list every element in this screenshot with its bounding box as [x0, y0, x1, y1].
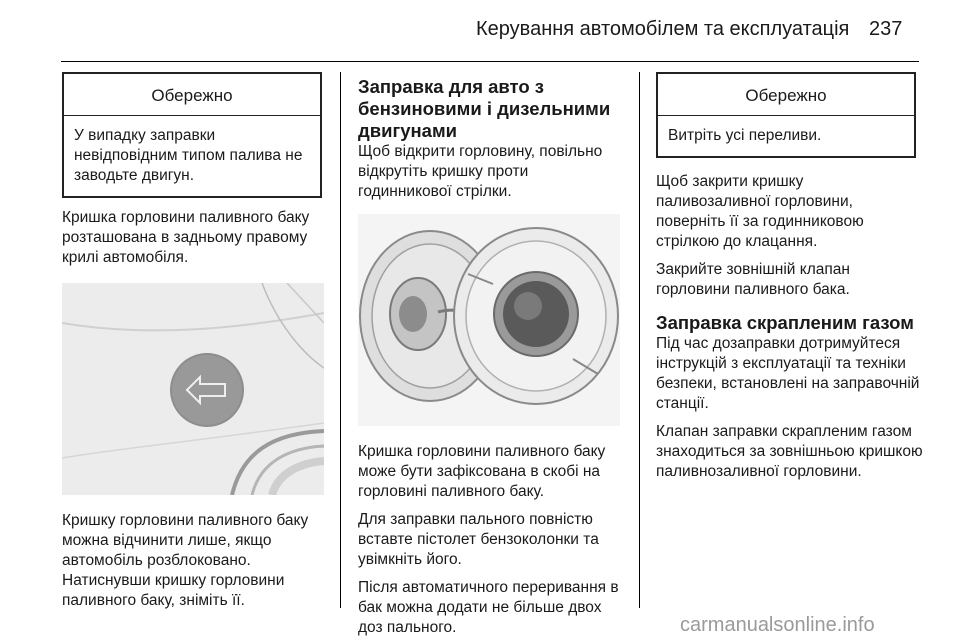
caution-text: У випадку заправки невідповідним типом палива не заводьте двигун.: [74, 127, 303, 184]
paragraph-close-cap: Щоб закрити кришку паливозаливної горловини, поверніть її за годинниковою стрілкою до клацання.: [656, 173, 864, 250]
caution-title: Обережно: [64, 74, 320, 116]
paragraph-fuel-flap-location: Кришка горловини паливного баку розташована в задньому правому крилі автомобіля.: [62, 209, 310, 266]
caution-box-2: [656, 72, 916, 158]
column-divider-1: [340, 72, 341, 608]
paragraph-cap-holder: Кришка горловини паливного баку може бути зафіксована в скобі на горловині паливного баку.: [358, 443, 606, 500]
fuel-flap-illustration: [62, 283, 324, 495]
header-rule: [61, 61, 919, 62]
column-1: [62, 72, 324, 611]
column-divider-2: [639, 72, 640, 608]
paragraph-lpg-safety: Під час дозаправки дотримуйтеся інструкцій з експлуатації та техніки безпеки, встановлені на заправочній станції.: [656, 335, 920, 412]
filler-cap-illustration: [358, 214, 620, 426]
paragraph-auto-cutoff: Після автоматичного переривання в бак можна додати не більше двох доз пального.: [358, 579, 619, 636]
caution-title-2: Обережно: [658, 74, 914, 116]
column-3: [656, 72, 926, 482]
paragraph-fuel-flap-open: Кришку горловини паливного баку можна відчинити лише, якщо автомобіль розблоковано. Натиснувши кришку горловини паливного баку, зніміть її.: [62, 512, 309, 609]
page-number: 237: [869, 18, 903, 40]
column-2: [358, 76, 628, 638]
paragraph-close-flap: Закрийте зовнішній клапан горловини паливного бака.: [656, 261, 850, 298]
caution-text-2: Витріть усі переливи.: [668, 127, 822, 144]
watermark: carmanualsonline.info: [680, 614, 875, 636]
paragraph-fill-nozzle: Для заправки пального повністю вставте пістолет бензоколонки та увімкніть його.: [358, 511, 599, 568]
figure-fuel-flap: [62, 283, 324, 495]
section-heading-lpg: Заправка скрапленим газом: [656, 312, 914, 333]
page-header-title: Керування автомобілем та експлуатація: [476, 18, 850, 40]
figure-filler-cap: [358, 214, 620, 426]
paragraph-lpg-valve: Клапан заправки скрапленим газом знаходиться за зовнішньою кришкою паливнозаливної горловини.: [656, 423, 923, 480]
caution-box: [62, 72, 322, 198]
paragraph-open-filler: Щоб відкрити горловину, повільно відкрутіть кришку проти годинникової стрілки.: [358, 143, 603, 200]
section-heading-petrol-diesel: Заправка для авто з бензиновими і дизельними двигунами: [358, 76, 611, 141]
